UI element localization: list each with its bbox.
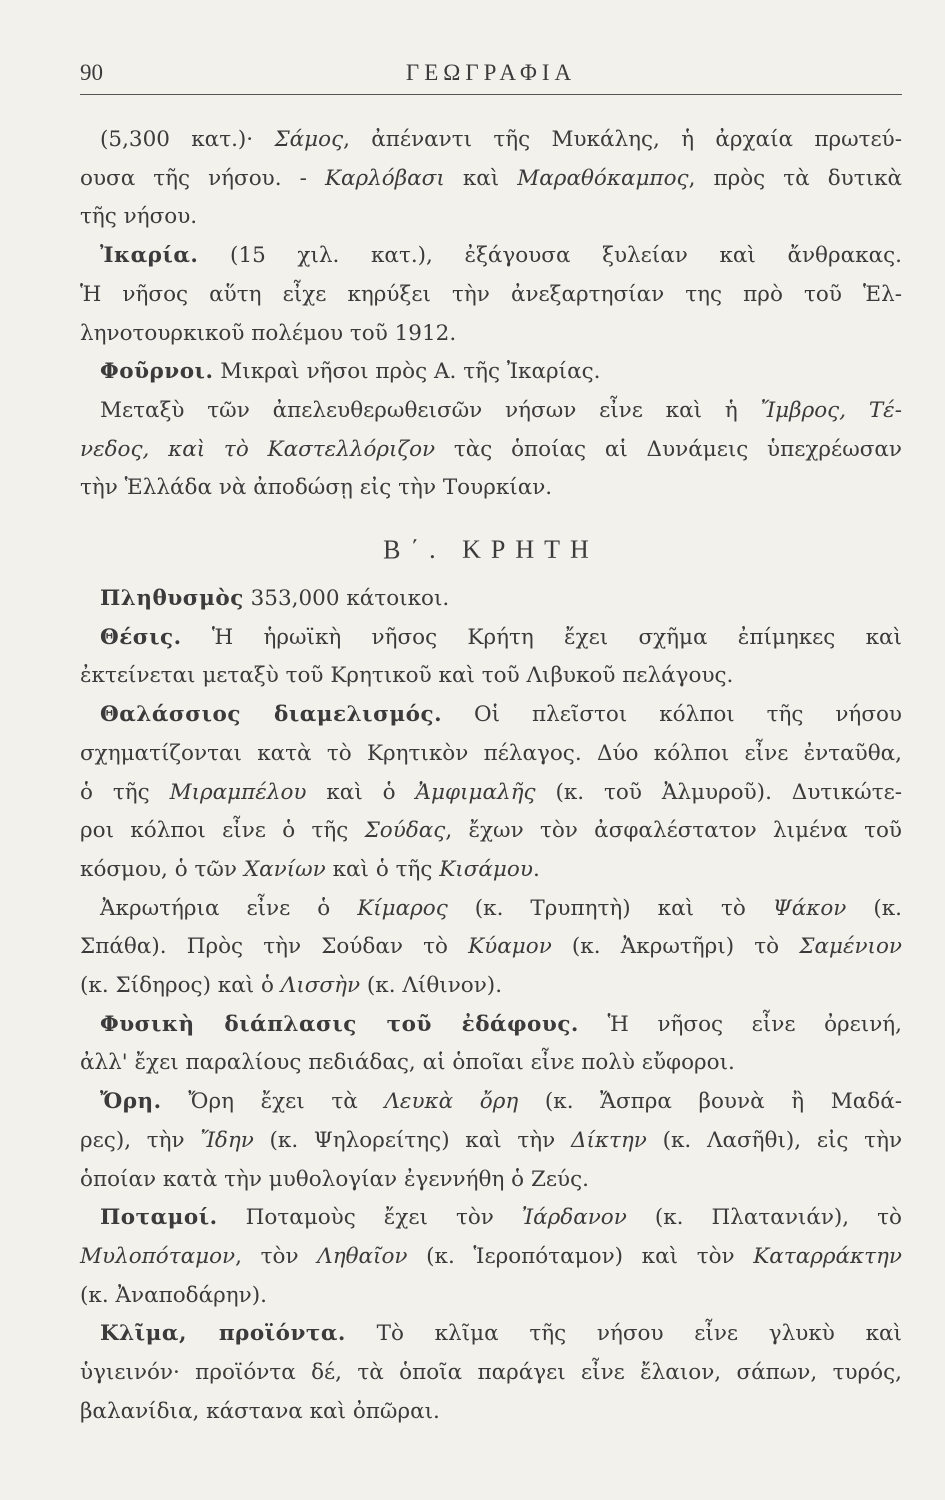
place-name: νεδος — [80, 436, 143, 462]
place-name: Ἀμφιμαλῆς — [415, 779, 536, 805]
running-title: ΓΕΩΓΡΑΦΙΑ — [405, 60, 577, 85]
section-heading: Πληθυσμὸς — [100, 586, 244, 612]
place-name: Καταρράκτην — [753, 1243, 902, 1269]
paragraph-position: Θέσις. Ἡ ἡρωϊκὴ νῆσος Κρήτη ἔχει σχῆμα ἐπίμηκες καὶ ἐκτείνεται μεταξὺ τοῦ Κρητικοῦ καὶ τοῦ Λιβυκοῦ πελάγους. — [80, 624, 902, 689]
place-name: Μιραμπέλου — [169, 779, 307, 805]
place-name: Σαμένιον — [799, 934, 902, 960]
section-heading: Φοῦρνοι. — [100, 359, 214, 385]
place-name: Ληθαῖον — [317, 1243, 408, 1269]
place-name: Ἴδην — [200, 1127, 254, 1153]
place-name: Λισσὴν — [280, 973, 361, 999]
section-title-crete: Β΄. ΚΡΗΤΗ — [383, 535, 599, 565]
place-name: Ψάκον — [772, 895, 847, 921]
page-number: 90 — [80, 60, 103, 85]
section-heading: Φυσικὴ διάπλασις τοῦ ἐδάφους. — [100, 1011, 579, 1037]
place-name: Ἴμβρος, Τέ- — [760, 397, 902, 423]
section-heading: Κλῖμα, προϊόντα. — [100, 1321, 346, 1347]
paragraph-fournoi: Φοῦρνοι. Μικραὶ νῆσοι πρὸς Α. τῆς Ἰκαρίας. — [100, 359, 601, 385]
place-name: Σούδας — [364, 818, 446, 844]
section-heading: Ποταμοί. — [100, 1205, 218, 1231]
paragraph-coastline: Θαλάσσιος διαμελισμός. Οἱ πλεῖστοι κόλποι τῆς νήσου σχηματίζονται κατὰ τὸ Κρητικὸν πέλαγος. Δύο κόλποι εἶνε ἐνταῦθα, ὁ τῆς Μιραμπέλου καὶ ὁ Ἀμφιμαλῆς (κ. τοῦ Ἀλμυροῦ). Δυτικώτε- ροι κόλποι εἶνε ὁ τῆς Σούδας, ἔχων τὸν ἀσφαλέστατον λιμένα τοῦ κόσμου, ὁ τῶν Χανίων καὶ ὁ τῆς Κισάμου. — [80, 702, 903, 882]
place-name: Κίμαρος — [357, 895, 448, 921]
place-name: Λευκὰ ὄρη — [384, 1089, 519, 1115]
paragraph-liberated-islands: Μεταξὺ τῶν ἀπελευθερωθεισῶν νήσων εἶνε καὶ ἡ Ἴμβρος, Τέ- νεδος, καὶ τὸ Καστελλόριζον τὰς ὁποίας αἱ Δυνάμεις ὑπεχρέωσαν τὴν Ἑλλάδα νὰ ἀποδώσῃ εἰς τὴν Τουρκίαν. — [80, 397, 902, 501]
paragraph-population: Πληθυσμὸς 353,000 κάτοικοι. — [100, 586, 450, 612]
place-name: τὸ Καστελλόριζον — [223, 436, 436, 462]
paragraph-climate: Κλῖμα, προϊόντα. Τὸ κλῖμα τῆς νήσου εἶνε γλυκὺ καὶ ὑγιεινόν· προϊόντα δέ, τὰ ὁποῖα παράγει εἶνε ἔλαιον, σάπων, τυρός, βαλανίδια, κάστανα καὶ ὀπῶραι. — [80, 1321, 902, 1424]
place-name: Κύαμον — [468, 934, 552, 960]
place-name: Ἰάρδανον — [521, 1205, 627, 1231]
place-name: Δίκτην — [570, 1127, 647, 1153]
page-header — [80, 58, 902, 95]
section-heading: Θέσις. — [100, 624, 182, 650]
paragraph-mountains: Ὄρη. Ὄρη ἔχει τὰ Λευκὰ ὄρη (κ. Ἄσπρα βουνὰ ἢ Μαδά- ρες), τὴν Ἴδην (κ. Ψηλορείτης) καὶ τὴν Δίκτην (κ. Λασῆθι), εἰς τὴν ὁποίαν κατὰ τὴν μυθολογίαν ἐγεννήθη ὁ Ζεύς. — [80, 1089, 903, 1192]
paragraph-terrain: Φυσικὴ διάπλασις τοῦ ἐδάφους. Ἡ νῆσος εἶνε ὀρεινή, ἀλλ' ἔχει παραλίους πεδιάδας, αἱ ὁποῖαι εἶνε πολὺ εὔφοροι. — [80, 1011, 903, 1076]
section-heading: Ἰκαρία. — [100, 243, 199, 269]
body-text — [80, 121, 902, 1432]
place-name: Σάμος — [274, 127, 344, 152]
place-name: Καρλόβασι — [324, 165, 445, 191]
paragraph-ikaria: Ἰκαρία. (15 χιλ. κατ.), ἐξάγουσα ξυλείαν καὶ ἄνθρακας. Ἡ νῆσος αὕτη εἶχε κηρύξει τὴν ἀνεξαρτησίαν της πρὸ τοῦ Ἑλ- ληνοτουρκικοῦ πολέμου τοῦ 1912. — [80, 243, 902, 346]
book-page — [80, 58, 902, 1432]
place-name: Μαραθόκαμπος — [517, 165, 689, 191]
place-name: Κισάμου — [439, 856, 533, 882]
paragraph-rivers: Ποταμοί. Ποταμοὺς ἔχει τὸν Ἰάρδανον (κ. Πλατανιάν), τὸ Μυλοπόταμον, τὸν Ληθαῖον (κ. Ἱεροπόταμον) καὶ τὸν Καταρράκτην (κ. Ἀναποδάρην). — [80, 1205, 902, 1308]
place-name: Μυλοπόταμον — [80, 1243, 236, 1269]
section-heading: Ὄρη. — [100, 1089, 162, 1115]
place-name: Χανίων — [243, 856, 326, 882]
paragraph-capes: Ἀκρωτήρια εἶνε ὁ Κίμαρος (κ. Τρυπητὴ) καὶ τὸ Ψάκον (κ. Σπάθα). Πρὸς τὴν Σούδαν τὸ Κύαμον (κ. Ἀκρωτῆρι) τὸ Σαμένιον (κ. Σίδηρος) καὶ ὁ Λισσὴν (κ. Λίθινον). — [80, 895, 902, 999]
paragraph-samos: (5,300 κατ.)· Σάμος, ἀπέναντι τῆς Μυκάλης, ἡ ἀρχαία πρωτεύ- ουσα τῆς νήσου. - Καρλόβασι καὶ Μαραθόκαμπος, πρὸς τὰ δυτικὰ τῆς νήσου. — [80, 127, 902, 230]
section-heading: Θαλάσσιος διαμελισμός. — [100, 702, 443, 728]
